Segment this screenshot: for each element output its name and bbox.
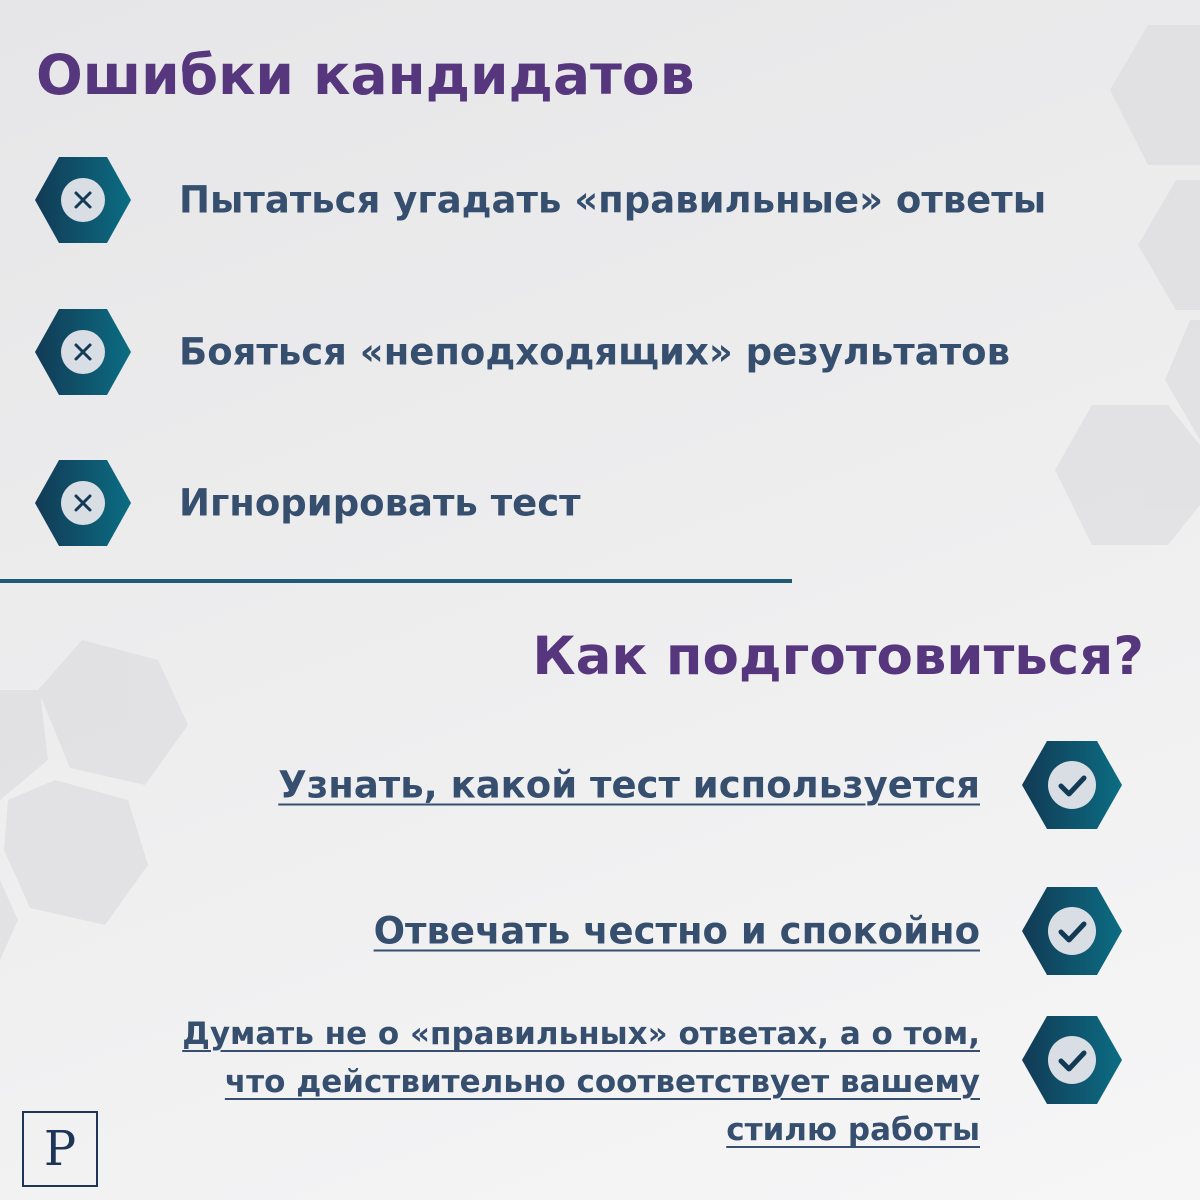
logo-letter: P — [43, 1121, 77, 1177]
preparation-text-line: что действительно соответствует вашему — [224, 1064, 980, 1100]
preparation-text[interactable] — [374, 910, 980, 953]
mistake-item — [35, 309, 1135, 395]
preparation-item — [72, 886, 1122, 976]
brand-logo-icon — [22, 1111, 98, 1187]
check-icon — [1022, 741, 1122, 829]
preparation-text[interactable] — [80, 1010, 980, 1154]
mistake-item — [35, 460, 1135, 546]
preparation-text-line: Думать не о «правильных» ответах, а о том, — [182, 1016, 980, 1052]
background-hexagon — [0, 690, 48, 800]
background-hexagon — [1110, 25, 1200, 165]
mistakes-title: Ошибки кандидатов — [36, 43, 695, 107]
mistake-text: Игнорировать тест — [179, 481, 581, 525]
preparation-text-line: Отвечать честно и спокойно — [373, 909, 980, 953]
background-hexagon — [1138, 180, 1200, 310]
preparation-text-line: стилю работы — [726, 1112, 980, 1148]
x-mark-icon — [35, 460, 131, 546]
preparation-text[interactable] — [278, 764, 980, 807]
check-icon — [1022, 887, 1122, 975]
preparation-item — [72, 1012, 1122, 1152]
section-divider — [0, 579, 792, 583]
preparation-text-line: Узнать, какой тест используется — [278, 763, 980, 807]
mistake-text: Пытаться угадать «правильные» ответы — [179, 178, 1047, 222]
background-hexagon — [0, 880, 18, 960]
preparation-item — [72, 740, 1122, 830]
check-icon — [1022, 1016, 1122, 1104]
x-mark-icon — [35, 157, 131, 243]
mistake-text: Бояться «неподходящих» результатов — [179, 330, 1011, 374]
mistake-item — [35, 157, 1135, 243]
preparation-title: Как подготовиться? — [532, 626, 1144, 687]
x-mark-icon — [35, 309, 131, 395]
